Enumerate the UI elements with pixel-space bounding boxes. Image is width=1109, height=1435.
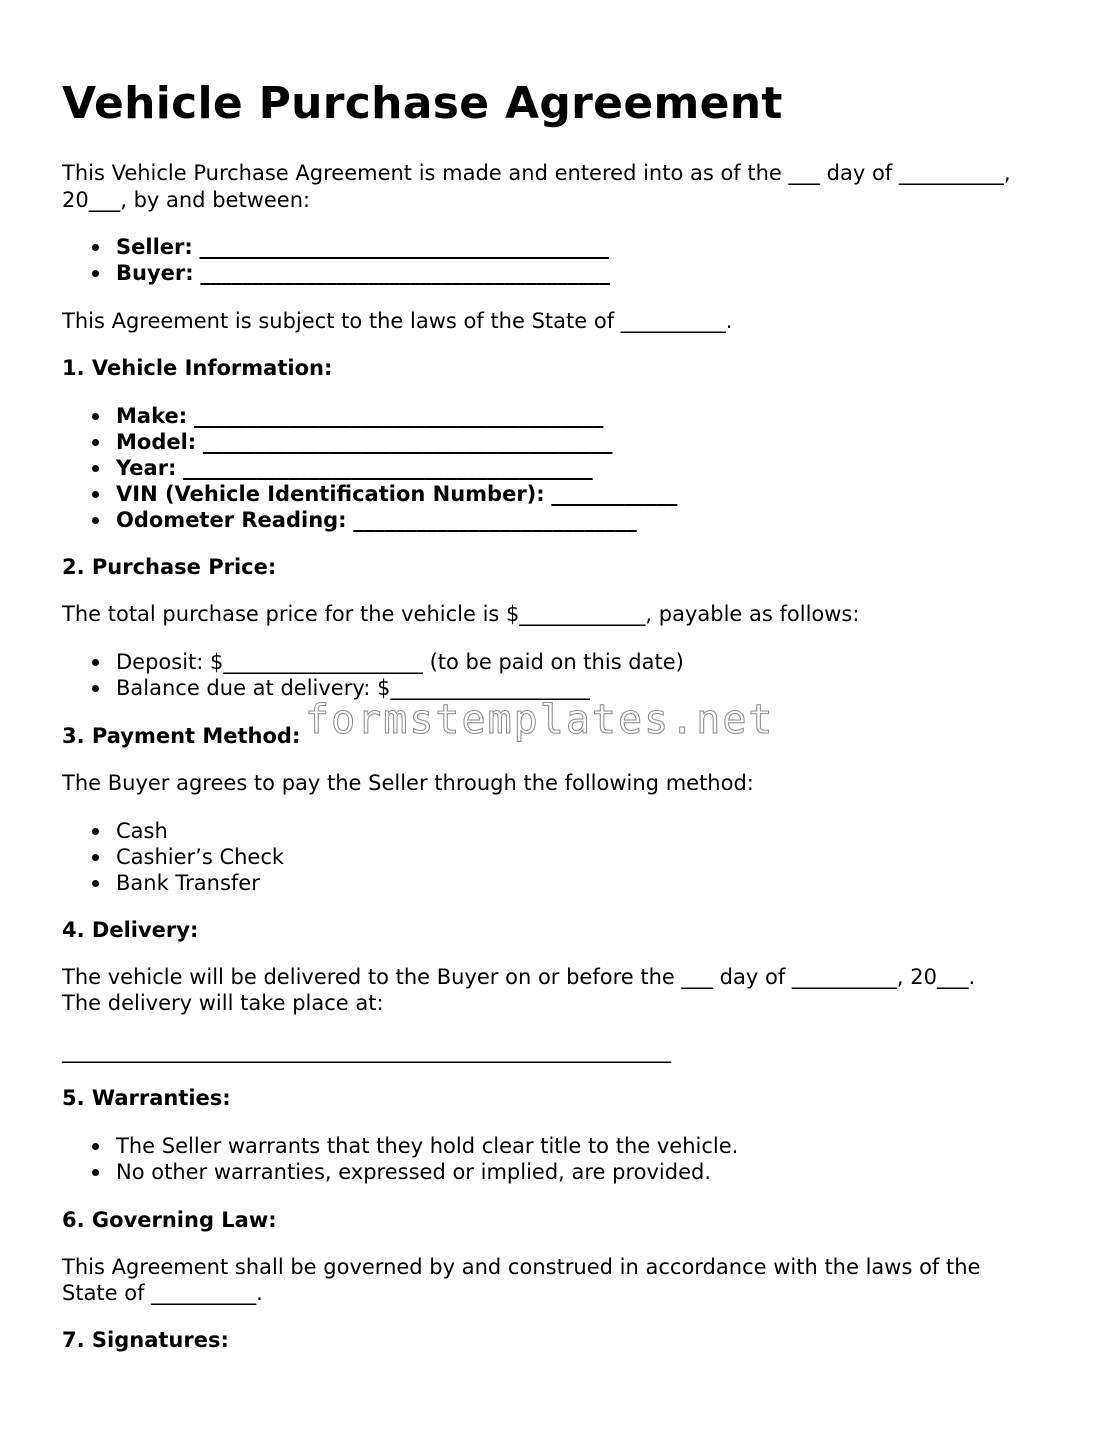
governing-law-line-2: State of __________. bbox=[62, 1281, 263, 1305]
purchase-price-text: The total purchase price for the vehicle is $____________, payable as follows: bbox=[62, 602, 860, 626]
party-buyer-blank: _______________________________________ bbox=[200, 261, 610, 285]
vehicle-vin-label: VIN (Vehicle Identification Number): bbox=[116, 482, 545, 506]
governing-law-line-1: This Agreement shall be governed by and construed in accordance with the laws of the bbox=[62, 1255, 981, 1279]
payment-option-cash: Cash bbox=[116, 819, 168, 843]
laws-line: This Agreement is subject to the laws of the State of __________. bbox=[62, 309, 733, 333]
intro-line-1: This Vehicle Purchase Agreement is made and entered into as of the ___ day of __________, bbox=[62, 161, 1011, 185]
balance-item: Balance due at delivery: $___________________ bbox=[116, 676, 590, 700]
intro-line-2: 20___, by and between: bbox=[62, 188, 311, 212]
delivery-location-blank: __________________________________________________________ bbox=[62, 1039, 671, 1063]
document-title: Vehicle Purchase Agreement bbox=[62, 78, 783, 129]
section-7-heading: 7. Signatures: bbox=[62, 1328, 229, 1352]
vehicle-make-blank: _______________________________________ bbox=[193, 404, 604, 428]
section-4-heading: 4. Delivery: bbox=[62, 918, 199, 942]
vehicle-model-label: Model: bbox=[116, 430, 197, 454]
party-seller-label: Seller: bbox=[116, 235, 193, 259]
delivery-line-1: The vehicle will be delivered to the Buyer on or before the ___ day of __________, 20___. bbox=[62, 965, 976, 989]
vehicle-make-label: Make: bbox=[116, 404, 188, 428]
party-buyer-label: Buyer: bbox=[116, 261, 194, 285]
payment-option-check: Cashier’s Check bbox=[116, 845, 285, 869]
deposit-item: Deposit: $___________________ (to be paid on this date) bbox=[116, 650, 684, 674]
vehicle-odometer-blank: ___________________________ bbox=[353, 508, 637, 532]
section-3-heading: 3. Payment Method: bbox=[62, 724, 301, 748]
payment-option-transfer: Bank Transfer bbox=[116, 871, 260, 895]
vehicle-odometer bbox=[116, 507, 637, 533]
vehicle-model bbox=[116, 429, 612, 455]
vehicle-year bbox=[116, 455, 593, 481]
party-buyer bbox=[116, 260, 610, 286]
warranty-item-2: No other warranties, expressed or implied, are provided. bbox=[116, 1160, 712, 1184]
section-5-heading: 5. Warranties: bbox=[62, 1086, 231, 1110]
payment-method-text: The Buyer agrees to pay the Seller through the following method: bbox=[62, 771, 754, 795]
party-seller-blank: _______________________________________ bbox=[199, 235, 609, 259]
vehicle-vin bbox=[116, 481, 677, 507]
vehicle-year-label: Year: bbox=[116, 456, 177, 480]
watermark: formstemplates.net bbox=[305, 697, 775, 743]
section-1-heading: 1. Vehicle Information: bbox=[62, 356, 333, 380]
party-seller bbox=[116, 234, 609, 260]
vehicle-vin-blank: ____________ bbox=[551, 482, 678, 506]
warranty-item-1: The Seller warrants that they hold clear title to the vehicle. bbox=[116, 1134, 739, 1158]
vehicle-odometer-label: Odometer Reading: bbox=[116, 508, 347, 532]
delivery-line-2: The delivery will take place at: bbox=[62, 991, 384, 1015]
section-6-heading: 6. Governing Law: bbox=[62, 1208, 277, 1232]
vehicle-year-blank: _______________________________________ bbox=[183, 456, 593, 480]
vehicle-make bbox=[116, 403, 603, 429]
vehicle-model-blank: _______________________________________ bbox=[202, 430, 613, 454]
section-2-heading: 2. Purchase Price: bbox=[62, 555, 277, 579]
